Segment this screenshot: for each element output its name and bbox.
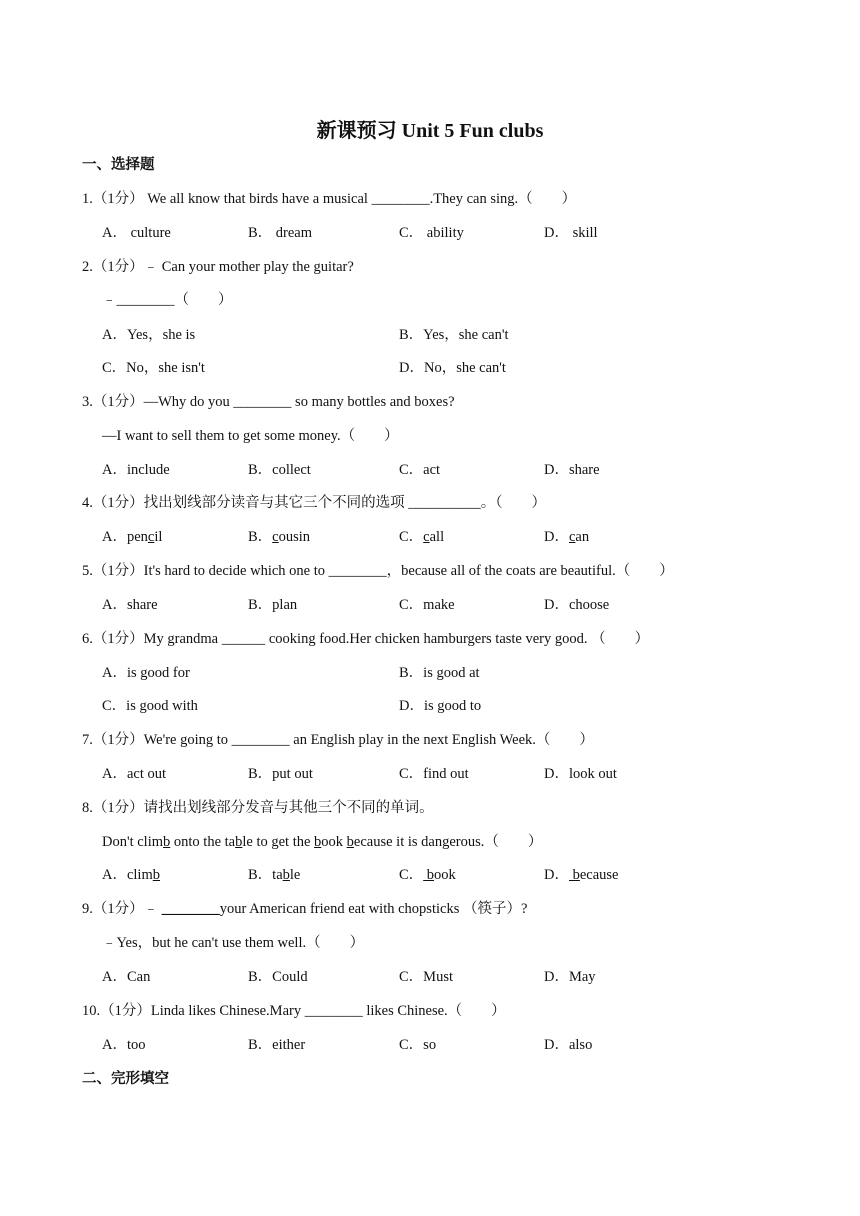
q7-option-b: B．put out bbox=[248, 766, 313, 782]
q7-option-c: C．find out bbox=[399, 766, 469, 782]
q7-option-d: D．look out bbox=[544, 766, 617, 782]
q4-option-c: C．call bbox=[399, 529, 445, 545]
question-2-stem: 2.（1分）﹣ Can your mother play the guitar? bbox=[82, 259, 354, 275]
q3-option-a: A．include bbox=[102, 462, 170, 478]
q5-option-a: A．share bbox=[102, 597, 158, 613]
q5-option-c: C．make bbox=[399, 597, 455, 613]
q1-option-b: B． dream bbox=[248, 225, 313, 241]
q1-option-c: C． ability bbox=[399, 225, 464, 241]
section-heading-choice: 一、选择题 bbox=[82, 157, 155, 173]
question-8-sentence: Don't climb onto the table to get the book because it is dangerous.（ ） bbox=[102, 834, 543, 850]
q4-option-d: D．can bbox=[544, 529, 590, 545]
question-3-stem: 3.（1分）—Why do you ________ so many bottles and boxes? bbox=[82, 394, 455, 410]
q4-option-a: A．pencil bbox=[102, 529, 163, 545]
q6-option-a: A．is good for bbox=[102, 665, 190, 681]
q2-option-d: D．No，she can't bbox=[399, 360, 506, 376]
q10-option-b: B．either bbox=[248, 1037, 306, 1053]
q1-option-a: A． culture bbox=[102, 225, 171, 241]
question-4-stem: 4.（1分）找出划线部分读音与其它三个不同的选项 __________。（ ） bbox=[82, 495, 546, 511]
q6-option-c: C．is good with bbox=[102, 698, 198, 714]
question-3-line2: —I want to sell them to get some money.（ ） bbox=[102, 428, 399, 444]
q8-option-a: A．climb bbox=[102, 867, 160, 883]
q8-option-b: B．table bbox=[248, 867, 301, 883]
section-heading-cloze: 二、完形填空 bbox=[82, 1071, 169, 1087]
q10-option-d: D．also bbox=[544, 1037, 593, 1053]
page-title: 新课预习 Unit 5 Fun clubs bbox=[316, 120, 544, 142]
q9-option-d: D．May bbox=[544, 969, 596, 985]
q2-option-a: A．Yes，she is bbox=[102, 327, 196, 343]
q8-option-c: C． book bbox=[399, 867, 456, 883]
question-1-stem: 1.（1分） We all know that birds have a musical ________.They can sing.（ ） bbox=[82, 191, 577, 207]
q4-option-b: B．cousin bbox=[248, 529, 311, 545]
q10-option-c: C．so bbox=[399, 1037, 437, 1053]
q9-option-a: A．Can bbox=[102, 969, 151, 985]
q6-option-b: B．is good at bbox=[399, 665, 480, 681]
q5-option-b: B．plan bbox=[248, 597, 298, 613]
question-8-stem: 8.（1分）请找出划线部分发音与其他三个不同的单词。 bbox=[82, 800, 434, 816]
q2-option-b: B．Yes，she can't bbox=[399, 327, 509, 343]
q5-option-d: D．choose bbox=[544, 597, 610, 613]
q9-option-b: B．Could bbox=[248, 969, 308, 985]
question-5-stem: 5.（1分）It's hard to decide which one to ________，because all of the coats are beautiful.（ ） bbox=[82, 563, 674, 579]
q6-option-d: D．is good to bbox=[399, 698, 482, 714]
question-9-stem: 9.（1分）﹣ ________your American friend eat with chopsticks （筷子）? bbox=[82, 901, 528, 917]
q2-option-c: C．No，she isn't bbox=[102, 360, 205, 376]
q1-option-d: D． skill bbox=[544, 225, 598, 241]
q7-option-a: A．act out bbox=[102, 766, 167, 782]
q3-option-d: D．share bbox=[544, 462, 600, 478]
question-10-stem: 10.（1分）Linda likes Chinese.Mary ________ likes Chinese.（ ） bbox=[82, 1003, 506, 1019]
q8-option-d: D． because bbox=[544, 867, 619, 883]
q3-option-b: B．collect bbox=[248, 462, 311, 478]
q9-option-c: C．Must bbox=[399, 969, 453, 985]
question-9-line2: ﹣Yes，but he can't use them well.（ ） bbox=[102, 935, 365, 951]
q10-option-a: A．too bbox=[102, 1037, 146, 1053]
question-7-stem: 7.（1分）We're going to ________ an English play in the next English Week.（ ） bbox=[82, 732, 594, 748]
question-6-stem: 6.（1分）My grandma ______ cooking food.Her chicken hamburgers taste very good. （ ） bbox=[82, 631, 650, 647]
q3-option-c: C．act bbox=[399, 462, 441, 478]
question-2-line2: ﹣________（ ） bbox=[102, 292, 233, 308]
